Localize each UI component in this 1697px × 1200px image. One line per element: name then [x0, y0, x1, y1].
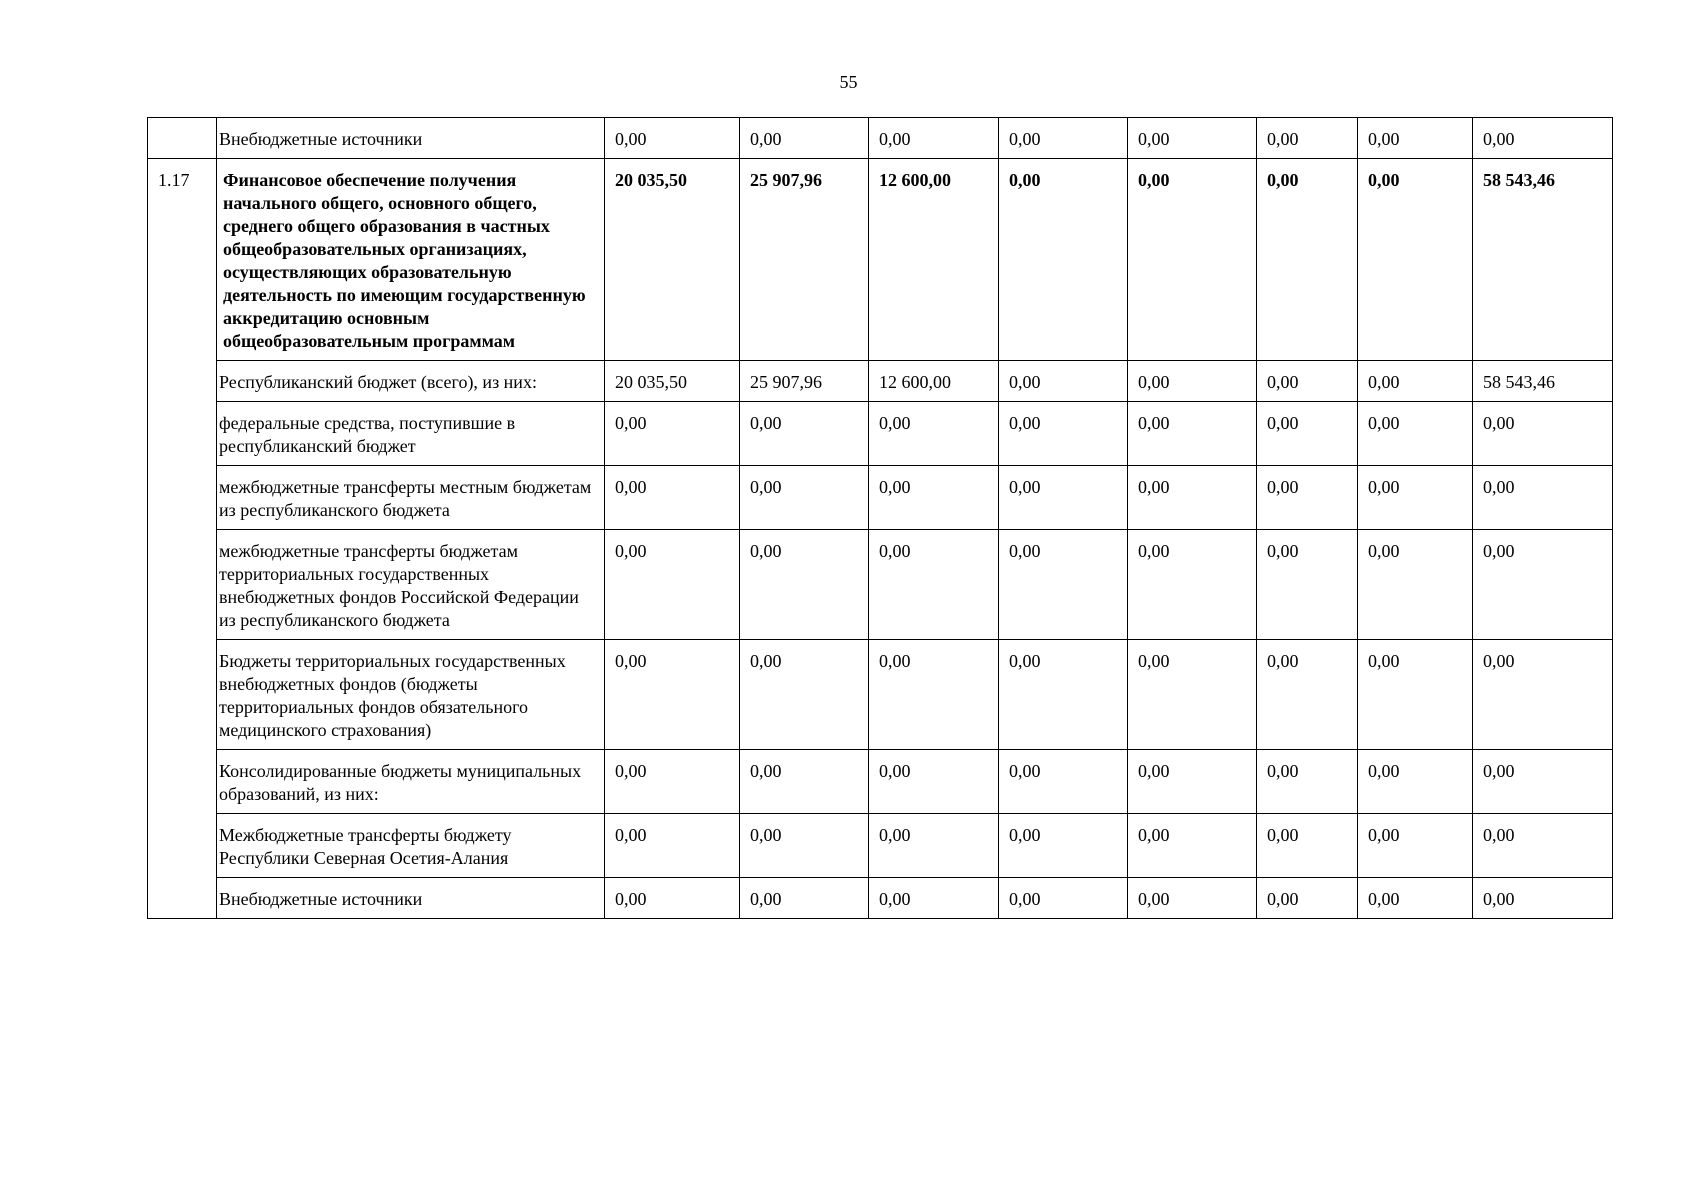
value-cell: 0,00 [605, 466, 740, 530]
value-cell: 0,00 [999, 814, 1128, 878]
value-cell: 0,00 [1358, 530, 1473, 640]
value-cell: 0,00 [1358, 159, 1473, 361]
table-row [148, 750, 1613, 814]
table-row [148, 466, 1613, 530]
value-cell: 0,00 [1473, 640, 1613, 750]
value-cell: 58 543,46 [1473, 159, 1613, 361]
row-label: межбюджетные трансферты бюджетам территориальных государственных внебюджетных фондов Российской Федерации из республиканского бюджета [217, 530, 605, 640]
value-cell: 0,00 [869, 878, 999, 919]
value-cell: 0,00 [1257, 118, 1358, 159]
value-cell: 0,00 [1257, 750, 1358, 814]
value-cell: 0,00 [1473, 402, 1613, 466]
value-cell: 0,00 [1473, 750, 1613, 814]
page-number: 55 [839, 72, 858, 92]
table-row [148, 361, 1613, 402]
value-cell: 0,00 [999, 640, 1128, 750]
value-cell: 0,00 [1358, 878, 1473, 919]
row-label: Внебюджетные источники [217, 118, 605, 159]
value-cell: 0,00 [869, 814, 999, 878]
row-label: межбюджетные трансферты местным бюджетам из республиканского бюджета [217, 466, 605, 530]
value-cell: 0,00 [740, 530, 869, 640]
value-cell: 0,00 [999, 159, 1128, 361]
value-cell: 0,00 [1257, 640, 1358, 750]
value-cell: 0,00 [605, 814, 740, 878]
value-cell: 0,00 [740, 640, 869, 750]
value-cell: 0,00 [999, 118, 1128, 159]
table-row [148, 402, 1613, 466]
value-cell: 0,00 [1257, 878, 1358, 919]
value-cell: 0,00 [1358, 402, 1473, 466]
value-cell: 0,00 [869, 640, 999, 750]
value-cell: 0,00 [999, 402, 1128, 466]
value-cell: 0,00 [869, 402, 999, 466]
value-cell: 0,00 [1473, 878, 1613, 919]
value-cell: 0,00 [1128, 118, 1257, 159]
value-cell: 0,00 [605, 878, 740, 919]
value-cell: 12 600,00 [869, 159, 999, 361]
value-cell: 0,00 [1128, 878, 1257, 919]
value-cell: 0,00 [1358, 118, 1473, 159]
value-cell: 0,00 [1473, 466, 1613, 530]
row-label: Финансовое обеспечение получения начального общего, основного общего, среднего общего образования в частных общеобразовательных организациях, осуществляющих образовательную деятельность по имеющим государственную аккредитацию основным общеобразовательным программам [217, 159, 605, 361]
value-cell: 0,00 [740, 750, 869, 814]
value-cell: 0,00 [1358, 814, 1473, 878]
value-cell: 0,00 [1128, 361, 1257, 402]
value-cell: 20 035,50 [605, 159, 740, 361]
row-label: Республиканский бюджет (всего), из них: [217, 361, 605, 402]
value-cell: 0,00 [1473, 118, 1613, 159]
value-cell: 0,00 [740, 878, 869, 919]
value-cell: 0,00 [869, 750, 999, 814]
value-cell: 0,00 [605, 402, 740, 466]
value-cell: 0,00 [1257, 530, 1358, 640]
value-cell: 25 907,96 [740, 361, 869, 402]
value-cell: 0,00 [999, 750, 1128, 814]
value-cell: 0,00 [1257, 361, 1358, 402]
value-cell: 0,00 [1128, 402, 1257, 466]
row-label: Межбюджетные трансферты бюджету Республики Северная Осетия-Алания [217, 814, 605, 878]
value-cell: 0,00 [740, 466, 869, 530]
value-cell: 12 600,00 [869, 361, 999, 402]
value-cell: 0,00 [1358, 750, 1473, 814]
row-label: Консолидированные бюджеты муниципальных образований, из них: [217, 750, 605, 814]
table-row [148, 640, 1613, 750]
value-cell: 20 035,50 [605, 361, 740, 402]
row-label: федеральные средства, поступившие в республиканский бюджет [217, 402, 605, 466]
value-cell: 0,00 [869, 466, 999, 530]
value-cell: 0,00 [999, 361, 1128, 402]
value-cell: 0,00 [1473, 530, 1613, 640]
value-cell: 0,00 [1257, 159, 1358, 361]
value-cell: 0,00 [1128, 159, 1257, 361]
value-cell: 0,00 [869, 530, 999, 640]
table-row [148, 530, 1613, 640]
value-cell: 0,00 [999, 466, 1128, 530]
value-cell: 0,00 [605, 750, 740, 814]
budget-table [147, 117, 1613, 919]
value-cell: 0,00 [740, 402, 869, 466]
value-cell: 0,00 [1128, 466, 1257, 530]
value-cell: 0,00 [1257, 402, 1358, 466]
value-cell: 0,00 [740, 814, 869, 878]
value-cell: 0,00 [1128, 640, 1257, 750]
row-label: Внебюджетные источники [217, 878, 605, 919]
table-row [148, 814, 1613, 878]
value-cell: 0,00 [605, 118, 740, 159]
value-cell: 0,00 [1358, 640, 1473, 750]
index-cell [148, 118, 217, 159]
value-cell: 0,00 [999, 878, 1128, 919]
value-cell: 0,00 [1257, 814, 1358, 878]
table-row [148, 878, 1613, 919]
table-row [148, 118, 1613, 159]
value-cell: 25 907,96 [740, 159, 869, 361]
value-cell: 0,00 [1358, 361, 1473, 402]
value-cell: 0,00 [869, 118, 999, 159]
table-row [148, 159, 1613, 361]
value-cell: 0,00 [1128, 814, 1257, 878]
row-label: Бюджеты территориальных государственных внебюджетных фондов (бюджеты территориальных фондов обязательного медицинского страхования) [217, 640, 605, 750]
value-cell: 0,00 [605, 530, 740, 640]
value-cell: 0,00 [740, 118, 869, 159]
value-cell: 0,00 [1473, 814, 1613, 878]
value-cell: 0,00 [1358, 466, 1473, 530]
value-cell: 0,00 [999, 530, 1128, 640]
value-cell: 0,00 [605, 640, 740, 750]
index-cell: 1.17 [148, 159, 217, 919]
value-cell: 58 543,46 [1473, 361, 1613, 402]
value-cell: 0,00 [1128, 750, 1257, 814]
value-cell: 0,00 [1128, 530, 1257, 640]
value-cell: 0,00 [1257, 466, 1358, 530]
